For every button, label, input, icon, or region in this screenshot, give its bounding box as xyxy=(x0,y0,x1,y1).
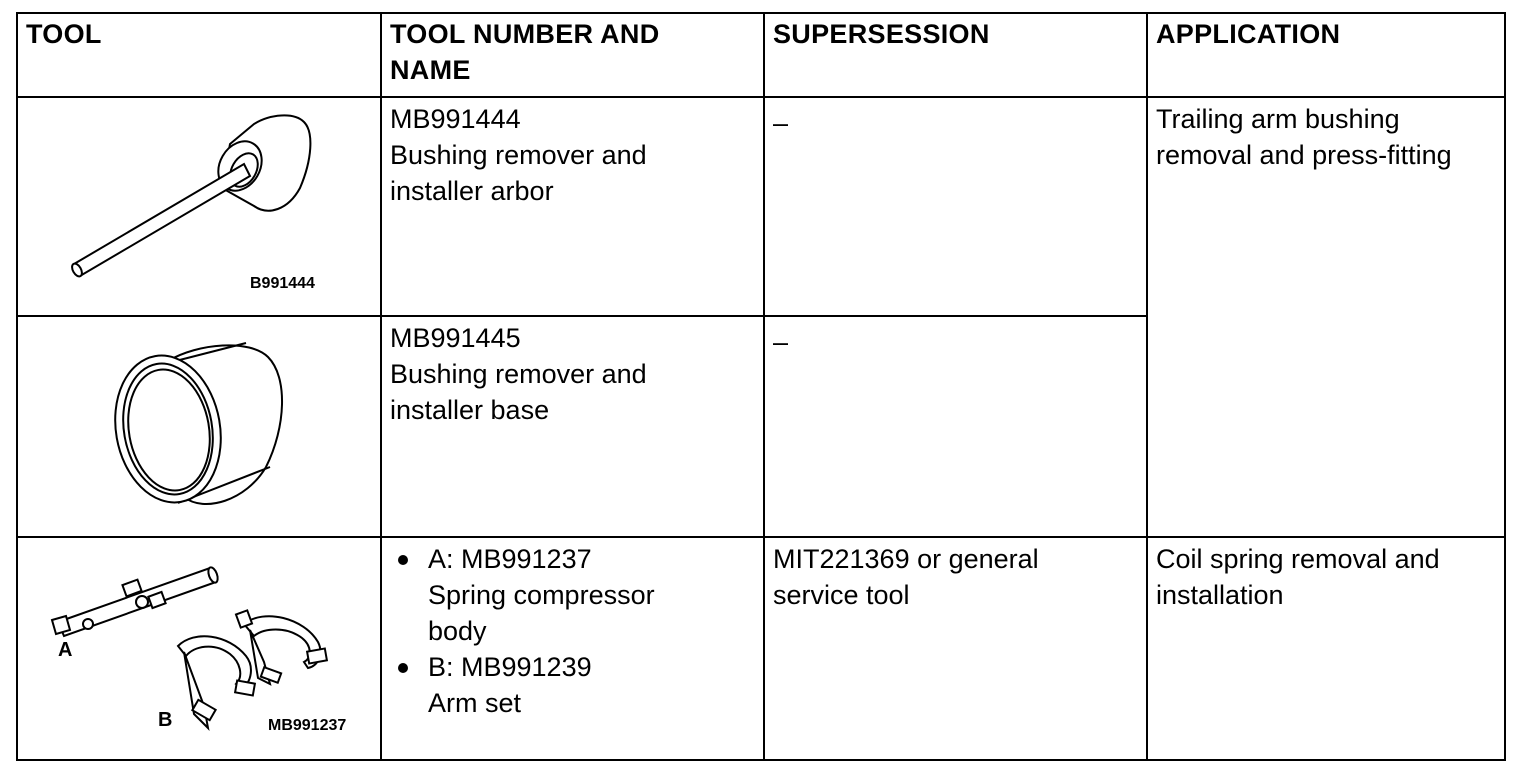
supersession-cell xyxy=(764,97,1147,316)
tool-image-label-a: A xyxy=(58,639,73,661)
bullet-icon xyxy=(398,663,408,673)
tool-number: MB991445 xyxy=(390,323,521,353)
header-application: APPLICATION xyxy=(1147,13,1505,97)
tool-image-label: MB991237 xyxy=(268,717,347,734)
tool-item-list xyxy=(390,541,763,721)
tool-image-label: B991444 xyxy=(250,275,315,292)
supersession-cell xyxy=(764,316,1147,537)
application-text: Coil spring removal and xyxy=(1156,544,1440,574)
table-row xyxy=(17,537,1505,760)
table-row xyxy=(17,97,1505,316)
application-text: installation xyxy=(1156,580,1284,610)
bullet-icon xyxy=(398,555,408,565)
tool-image-cell xyxy=(17,316,381,537)
application-cell xyxy=(1147,537,1505,760)
application-text: removal and press-fitting xyxy=(1156,140,1452,170)
application-text: Trailing arm bushing xyxy=(1156,104,1400,134)
supersession-value: – xyxy=(773,327,789,357)
spring-compressor-icon xyxy=(18,538,372,761)
supersession-cell xyxy=(764,537,1147,760)
tool-name: Bushing remover and xyxy=(390,140,647,170)
supersession-value: service tool xyxy=(773,580,910,610)
header-supersession: SUPERSESSION xyxy=(764,13,1147,97)
list-item: A: MB991237 Spring compressor body xyxy=(428,541,763,649)
tool-number-name-cell xyxy=(381,537,764,760)
tool-name: installer arbor xyxy=(390,176,554,206)
application-cell xyxy=(1147,97,1505,537)
tool-number-name-cell xyxy=(381,316,764,537)
tool-name: Bushing remover and xyxy=(390,359,647,389)
tool-image-label-b: B xyxy=(158,709,173,731)
tool-image-cell xyxy=(17,97,381,316)
table-header-row xyxy=(17,13,1505,97)
arbor-icon xyxy=(18,98,372,317)
supersession-value: – xyxy=(773,108,789,138)
tool-number: MB991444 xyxy=(390,104,521,134)
tool-name: installer base xyxy=(390,395,550,425)
supersession-value: MIT221369 or general xyxy=(773,544,1039,574)
tool-number-name-cell xyxy=(381,97,764,316)
base-cylinder-icon xyxy=(18,317,372,538)
header-tool-number-name: TOOL NUMBER AND NAME xyxy=(381,13,764,97)
special-tools-table xyxy=(16,12,1506,761)
list-item: B: MB991239 Arm set xyxy=(428,649,763,721)
tool-image-cell xyxy=(17,537,381,760)
header-tool: TOOL xyxy=(17,13,381,97)
